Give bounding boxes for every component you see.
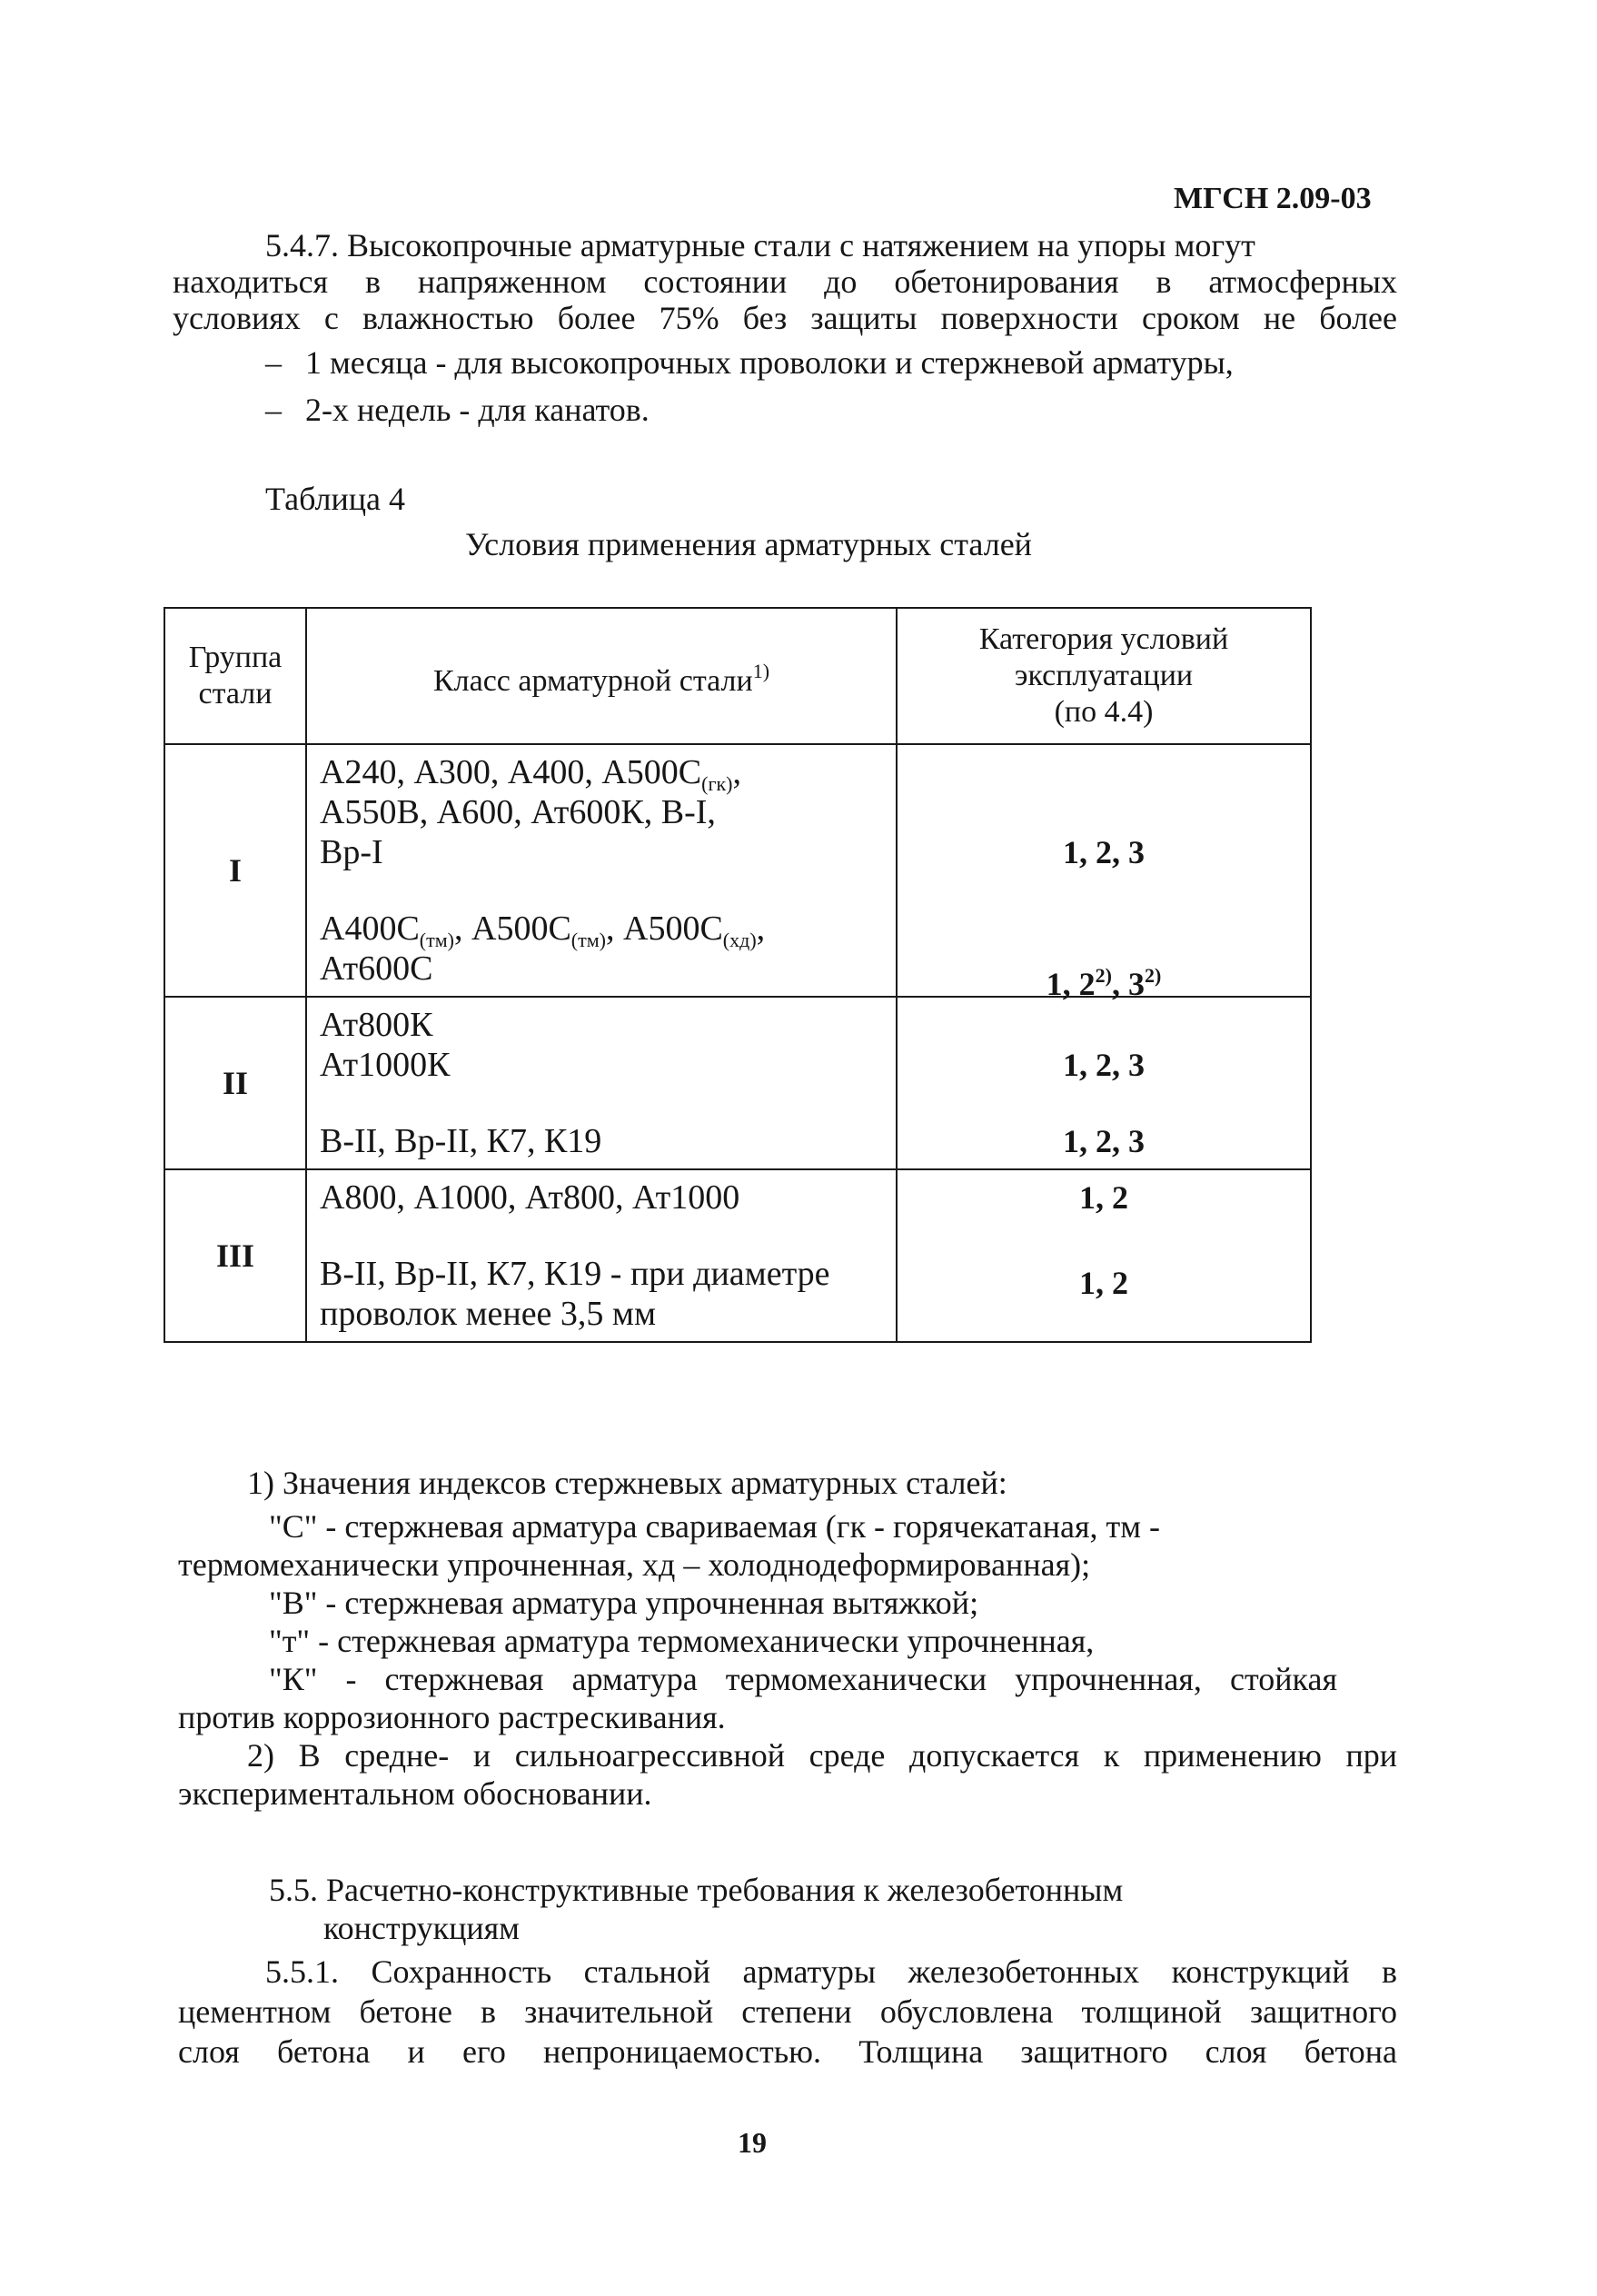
note-c-line-2: термомеханически упрочненная, хд – холоднодеформированная); [178, 1546, 1091, 1583]
group-1-categories: 1, 2, 3 1, 2$^{2)}$, 3$^{2)}$ [897, 744, 1311, 997]
group-1-name: I [164, 744, 306, 997]
group-3-classes: А800, А1000, Ат800, Ат1000 В-II, Вр-II, К7, К19 - при диаметре проволок менее 3,5 мм [306, 1169, 897, 1342]
table-row-group-1 [164, 744, 1311, 997]
section-55-heading-line-2: конструкциям [323, 1910, 520, 1946]
table-row-group-2 [164, 997, 1311, 1169]
group-3-name: III [164, 1169, 306, 1342]
group-2-categories: 1, 2, 3 1, 2, 3 [897, 997, 1311, 1169]
note-k-line-1: "К" - стержневая арматура термомеханически упрочненная, стойкая [269, 1661, 1337, 1697]
para-551-line-3: слоя бетона и его непроницаемостью. Толщина защитного слоя бетона [178, 2033, 1397, 2070]
table-row-group-3 [164, 1169, 1311, 1342]
dash-item-1: – 1 месяца - для высокопрочных проволоки и стержневой арматуры, [265, 344, 1234, 381]
para-547-line-3: условиях с влажностью более 75% без защиты поверхности сроком не более [173, 300, 1397, 336]
note-2-line-1: 2) В средне- и сильноагрессивной среде допускается к применению при [247, 1737, 1397, 1774]
note-k-line-2: против коррозионного растрескивания. [178, 1699, 726, 1735]
table-label: Таблица 4 [265, 481, 405, 517]
steel-application-table [164, 607, 1312, 1343]
header-class: Класс арматурной стали$^{1)}$ [306, 608, 897, 744]
note-t: "т" - стержневая арматура термомеханически упрочненная, [269, 1623, 1095, 1659]
note-2-line-2: экспериментальном обосновании. [178, 1775, 652, 1812]
table-header-row [164, 608, 1311, 744]
page-number: 19 [738, 2126, 767, 2159]
note-c-line-1: "С" - стержневая арматура свариваемая (гк - горячекатаная, тм - [269, 1508, 1160, 1545]
note-1-heading: 1) Значения индексов стержневых арматурных сталей: [247, 1465, 1007, 1501]
para-551-line-2: цементном бетоне в значительной степени обусловлена толщиной защитного [178, 1993, 1397, 2030]
group-2-name: II [164, 997, 306, 1169]
note-b: "В" - стержневая арматура упрочненная вытяжкой; [269, 1585, 979, 1621]
para-551-line-1: 5.5.1. Сохранность стальной арматуры железобетонных конструкций в [265, 1953, 1397, 1990]
group-1-classes: А240, А300, А400, $А500С_{(гк)}$, А550В, А600, Ат600К, В-I, Вр-I $А400С_{(тм)}$, $А500С_{(тм)}$, $А500С_{(хд)}$, Ат600С [306, 744, 897, 997]
group-3-categories: 1, 2 1, 2 [897, 1169, 1311, 1342]
para-547-line-1: 5.4.7. Высокопрочные арматурные стали с натяжением на упоры могут [265, 227, 1255, 263]
header-category: Категория условий эксплуатации (по 4.4) [897, 608, 1311, 744]
para-547-line-2: находиться в напряженном состоянии до обетонирования в атмосферных [173, 263, 1397, 300]
section-55-heading-line-1: 5.5. Расчетно-конструктивные требования к железобетонным [269, 1872, 1124, 1908]
document-code: МГСН 2.09-03 [1174, 182, 1372, 215]
dash-item-2: – 2-х недель - для канатов. [265, 392, 650, 428]
group-2-classes: Ат800К Ат1000К В-II, Вр-II, К7, К19 [306, 997, 897, 1169]
header-group: Группа стали [164, 608, 306, 744]
table-title: Условия применения арматурных сталей [465, 526, 1032, 562]
